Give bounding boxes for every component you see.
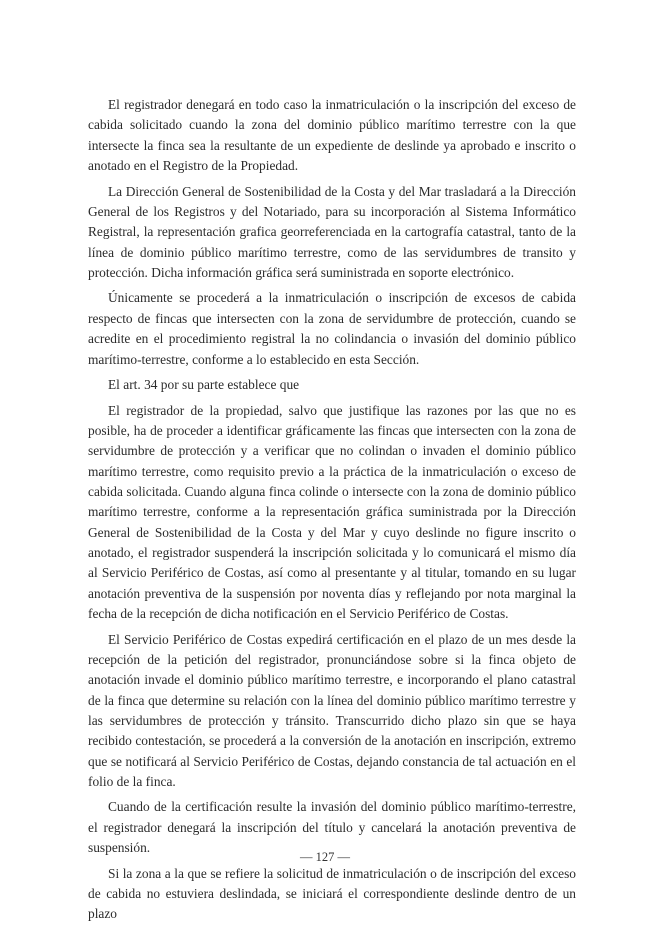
paragraph-8: Si la zona a la que se refiere la solicitud de inmatriculación o de inscripción del exceso de cabida no estuviera deslindada, se iniciará el correspondiente deslinde dentro de un plazo: [88, 865, 576, 922]
body-text: [88, 95, 576, 930]
paragraph-7: Cuando de la certificación resulte la invasión del dominio público marítimo-terrestre, el registrador denegará la inscripción del título y cancelará la anotación preventiva de suspensión.: [88, 799, 576, 856]
paragraph-1: El registrador denegará en todo caso la inmatriculación o la inscripción del exceso de cabida solicitado cuando la zona del dominio público marítimo terrestre con la que intersecte la finca sea la resultante de un expediente de deslinde ya aprobado e inscrito o anotado en el Registro de la Propiedad.: [88, 97, 576, 174]
page-number: — 127 —: [300, 850, 350, 864]
paragraph-5: El registrador de la propiedad, salvo que justifique las razones por las que no es posible, ha de proceder a identificar gráficamente las fincas que intersecten con la zona de servidumbre de protección y a verificar que no colindan o invaden el dominio público marítimo terrestre, como requisito previo a la práctica de la inmatriculación o exceso de cabida solicitada. Cuando alguna finca colinde o intersecte con la zona de dominio público marítimo terrestre, conforme a la representación gráfica suministrada por la Dirección General de Sostenibilidad de la Costa y del Mar y cuyo deslinde no figure inscrito o anotado, el registrador suspenderá la inscripción solicitada y lo comunicará el mismo día al Servicio Periférico de Costas, así como al presentante y al titular, tomando en su lugar anotación preventiva de la suspensión por noventa días y reflejando por nota marginal la fecha de la recepción de dicha notificación en el Servicio Periférico de Costas.: [88, 402, 576, 621]
paragraph-4: El art. 34 por su parte establece que: [108, 377, 300, 393]
paragraph-2: La Dirección General de Sostenibilidad de la Costa y del Mar trasladará a la Dirección General de los Registros y del Notariado, para su incorporación al Sistema Informático Registral, la representación grafica georreferenciada en la cartografía catastral, tanto de la línea de dominio público marítimo terrestre, como de las servidumbres de transito y protección. Dicha información gráfica será suministrada en soporte electrónico.: [88, 183, 576, 280]
paragraph-6: El Servicio Periférico de Costas expedirá certificación en el plazo de un mes desde la recepción de la petición del registrador, pronunciándose sobre si la finca objeto de anotación invade el dominio público marítimo terrestre, e incorporando el plano catastral de la finca que determine su relación con la línea del dominio público marítimo terrestre y las servidumbres de protección y tránsito. Transcurrido dicho plazo sin que se haya recibido contestación, se procederá a la conversión de la anotación en inscripción, extremo que se notificará al Servicio Periférico de Costas, dejando constancia de tal actuación en el folio de la finca.: [88, 631, 576, 789]
paragraph-3: Únicamente se procederá a la inmatriculación o inscripción de excesos de cabida respecto de fincas que intersecten con la zona de servidumbre de protección, cuando se acredite en el procedimiento registral la no colindancia o invasión del dominio público marítimo-terrestre, conforme a lo establecido en esta Sección.: [88, 290, 576, 367]
